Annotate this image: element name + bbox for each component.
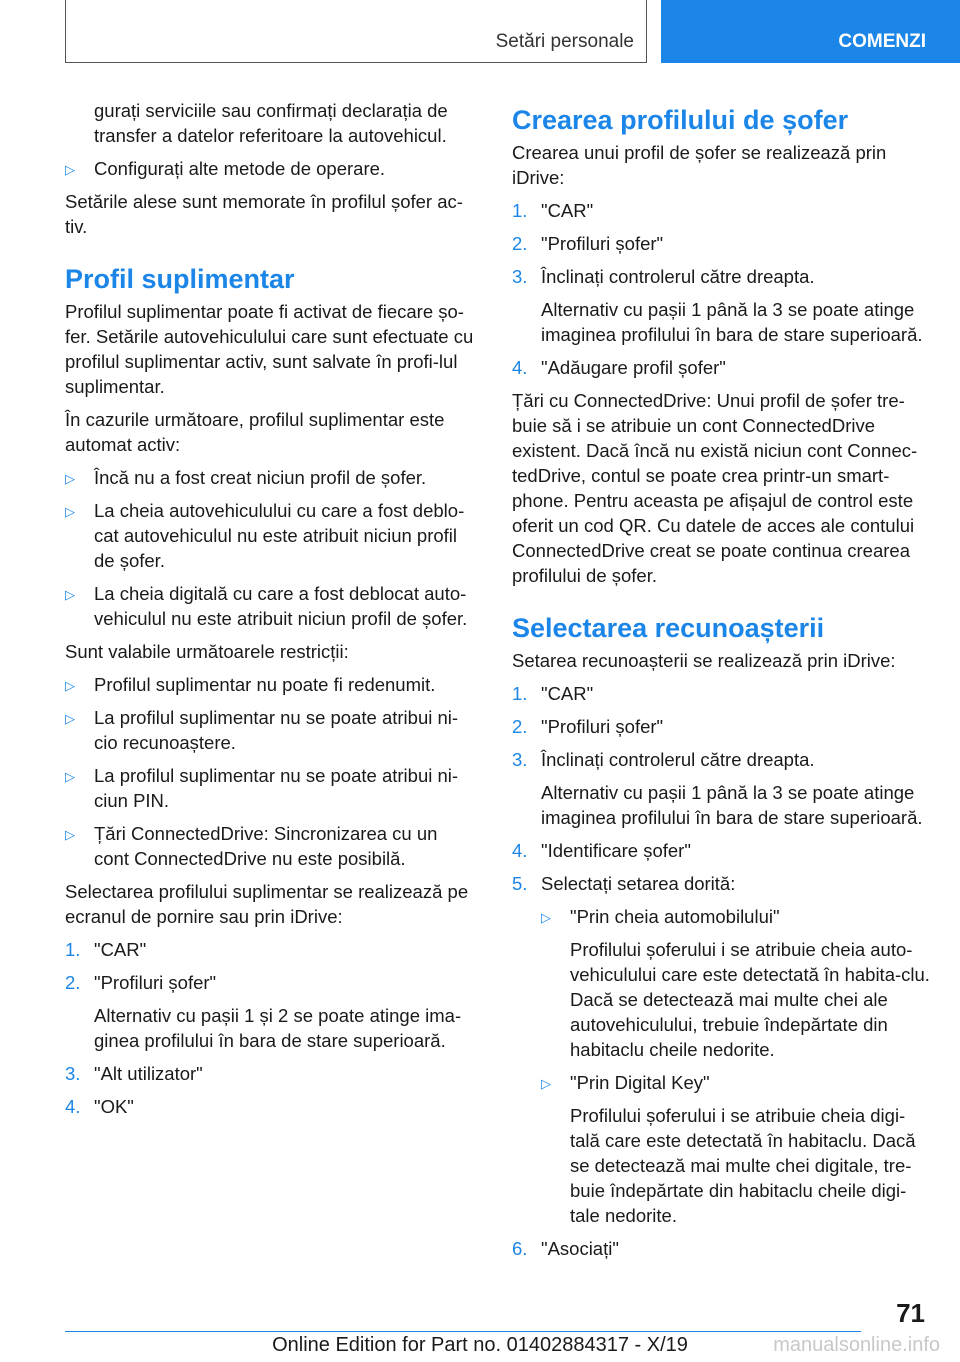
paragraph: Selectarea profilului suplimentar se realizează pe ecranul de pornire sau prin iDrive: bbox=[65, 881, 469, 927]
numbered-step: 4. "Adăugare profil șofer" bbox=[512, 357, 726, 378]
heading-crearea-profilului: Crearea profilului de șofer bbox=[512, 105, 849, 135]
numbered-step: 6. "Asociați" bbox=[512, 1238, 619, 1259]
nested-options bbox=[541, 904, 932, 1228]
bullet-item: ▷ La profilul suplimentar nu se poate atribui ni-cio recunoaștere. bbox=[65, 707, 459, 753]
bullet-item: ▷ Configurați alte metode de operare. bbox=[65, 156, 477, 181]
triangle-bullet-icon: ▷ bbox=[65, 504, 75, 519]
paragraph: Setările alese sunt memorate în profilul șofer ac-tiv. bbox=[65, 191, 463, 237]
numbered-step: 3. Înclinați controlerul către dreapta. bbox=[512, 749, 815, 770]
paragraph: Țări cu ConnectedDrive: Unui profil de șofer tre-buie să i se atribuie un cont ConnectedDrive existent. Dacă încă nu există niciun cont Connec-tedDrive, contul se poate crea printr-un smart-phone. Pentru aceasta pe afișajul de control este oferit un cod QR. Cu datele de acces ale contului ConnectedDrive creat se poate continua crearea profilului de șofer. bbox=[512, 390, 918, 586]
heading-profil-suplimentar: Profil suplimentar bbox=[65, 264, 295, 294]
numbered-step: 2. "Profiluri șofer" bbox=[65, 972, 217, 993]
numbered-step: 1. "CAR" bbox=[65, 939, 147, 960]
paragraph: Sunt valabile următoarele restricții: bbox=[65, 641, 349, 662]
paragraph: În cazurile următoare, profilul suplimentar este automat activ: bbox=[65, 409, 445, 455]
triangle-bullet-icon: ▷ bbox=[541, 910, 551, 925]
numbered-step: 1. "CAR" bbox=[512, 683, 594, 704]
bullet-item: ▷ La cheia autovehiculului cu care a fost deblo-cat autovehiculul nu este atribuit niciun profil de șofer. bbox=[65, 500, 465, 571]
bullet-item: ▷ La cheia digitală cu care a fost deblocat auto-vehiculul nu este atribuit niciun profil de șofer. bbox=[65, 583, 468, 629]
paragraph: Crearea unui profil de șofer se realizează prin iDrive: bbox=[512, 142, 887, 188]
triangle-bullet-icon: ▷ bbox=[65, 827, 75, 842]
bullet-item: ▷ Încă nu a fost creat niciun profil de șofer. bbox=[65, 465, 477, 490]
triangle-bullet-icon: ▷ bbox=[541, 1076, 551, 1091]
numbered-step: 4. "Identificare șofer" bbox=[512, 840, 691, 861]
step-continuation: Alternativ cu pașii 1 și 2 se poate atinge ima-ginea profilului în bara de stare superioară. bbox=[94, 1005, 462, 1051]
triangle-bullet-icon: ▷ bbox=[65, 769, 75, 784]
numbered-step: 1. "CAR" bbox=[512, 200, 594, 221]
numbered-step: 3. Înclinați controlerul către dreapta. bbox=[512, 266, 815, 287]
intro-continuation: gurați serviciile sau confirmați declarația de transfer a datelor referitoare la autovehicul. bbox=[94, 100, 448, 146]
bullet-item: ▷ "Prin Digital Key" bbox=[541, 1070, 932, 1095]
page-number: 71 bbox=[896, 1298, 925, 1328]
footer-edition: Online Edition for Part no. 01402884317 - X/19 bbox=[272, 1334, 688, 1356]
numbered-step: 3. "Alt utilizator" bbox=[65, 1063, 203, 1084]
triangle-bullet-icon: ▷ bbox=[65, 711, 75, 726]
bullet-item: ▷ La profilul suplimentar nu se poate atribui ni-ciun PIN. bbox=[65, 765, 459, 811]
paragraph: Profilul suplimentar poate fi activat de fiecare șo-fer. Setările autovehiculului care sunt efectuate cu profilul suplimentar activ, sunt salvate în profi-lul suplimentar. bbox=[65, 301, 474, 397]
triangle-bullet-icon: ▷ bbox=[65, 471, 75, 486]
bullet-item: ▷ "Prin cheia automobilului" bbox=[541, 904, 932, 929]
numbered-step: 2. "Profiluri șofer" bbox=[512, 716, 664, 737]
bullet-item: ▷ Profilul suplimentar nu poate fi redenumit. bbox=[65, 672, 477, 697]
section-tab: Setări personale bbox=[65, 0, 647, 63]
numbered-step: 5. Selectați setarea dorită: bbox=[512, 873, 736, 894]
step-continuation: Alternativ cu pașii 1 până la 3 se poate atinge imaginea profilului în bara de stare superioară. bbox=[541, 782, 923, 828]
heading-selectarea-recunoasterii: Selectarea recunoașterii bbox=[512, 613, 825, 643]
numbered-step: 2. "Profiluri șofer" bbox=[512, 233, 664, 254]
right-column bbox=[512, 98, 932, 1269]
step-continuation: Alternativ cu pașii 1 până la 3 se poate atinge imaginea profilului în bara de stare superioară. bbox=[541, 299, 923, 345]
chapter-tab: COMENZI bbox=[661, 0, 960, 63]
bullet-item: ▷ Țări ConnectedDrive: Sincronizarea cu un cont ConnectedDrive nu este posibilă. bbox=[65, 823, 438, 869]
triangle-bullet-icon: ▷ bbox=[65, 587, 75, 602]
footer-watermark: manualsonline.info bbox=[773, 1334, 940, 1356]
triangle-bullet-icon: ▷ bbox=[65, 678, 75, 693]
bullet-continuation: Profilului șoferului i se atribuie cheia digi-tală care este detectată în habitaclu. Dacă se detectează mai multe chei digitale, tre-buie îndepărtate din habitaclu cheile digi-tale nedorite. bbox=[570, 1105, 916, 1226]
bullet-continuation: Profilului șoferului i se atribuie cheia auto-vehiculului care este detectată în habita-clu. Dacă se detectează mai multe chei ale autovehiculului, trebuie îndepărtate din habitaclu cheile nedorite. bbox=[570, 939, 930, 1060]
left-column bbox=[65, 98, 477, 1127]
paragraph: Setarea recunoașterii se realizează prin iDrive: bbox=[512, 650, 896, 671]
footer-divider bbox=[65, 1331, 861, 1332]
triangle-bullet-icon: ▷ bbox=[65, 162, 75, 177]
numbered-step: 4. "OK" bbox=[65, 1096, 134, 1117]
